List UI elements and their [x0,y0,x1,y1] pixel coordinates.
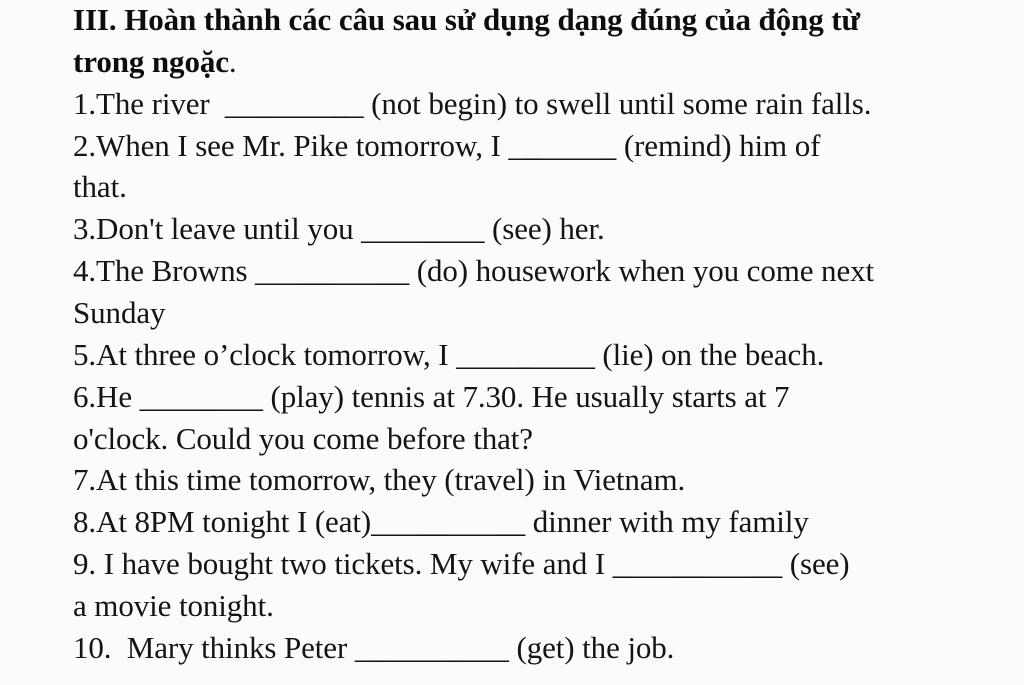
sentence-10: 10. Mary thinks Peter __________ (get) the job. [73,630,675,665]
sentence-8: 8.At 8PM tonight I (eat)__________ dinner with my family [73,504,809,539]
exercise-title-line-1: III. Hoàn thành các câu sau sử dụng dạng đúng của động từ [73,2,860,37]
sentence-6: 6.He ________ (play) tennis at 7.30. He usually starts at 7 [73,379,790,414]
sentence-1: 1.The river _________ (not begin) to swell until some rain falls. [73,86,872,121]
exercise-title-line-2 [73,44,237,80]
sentence-6-continuation: o'clock. Could you come before that? [73,421,533,456]
sentence-5: 5.At three o’clock tomorrow, I _________ (lie) on the beach. [73,337,825,372]
sentence-2-continuation: that. [73,169,127,204]
sentence-9-continuation: a movie tonight. [73,588,274,623]
sentence-7: 7.At this time tomorrow, they (travel) in Vietnam. [73,462,686,497]
sentence-3: 3.Don't leave until you ________ (see) her. [73,211,605,246]
exercise-title-period: . [228,44,237,79]
exercise-title-bold: trong ngoặc [73,44,229,79]
sentence-4-continuation: Sunday [73,295,166,330]
sentence-9: 9. I have bought two tickets. My wife and I ___________ (see) [73,546,850,581]
sentence-2: 2.When I see Mr. Pike tomorrow, I _______ (remind) him of [73,128,821,163]
sentence-4: 4.The Browns __________ (do) housework when you come next [73,253,875,288]
